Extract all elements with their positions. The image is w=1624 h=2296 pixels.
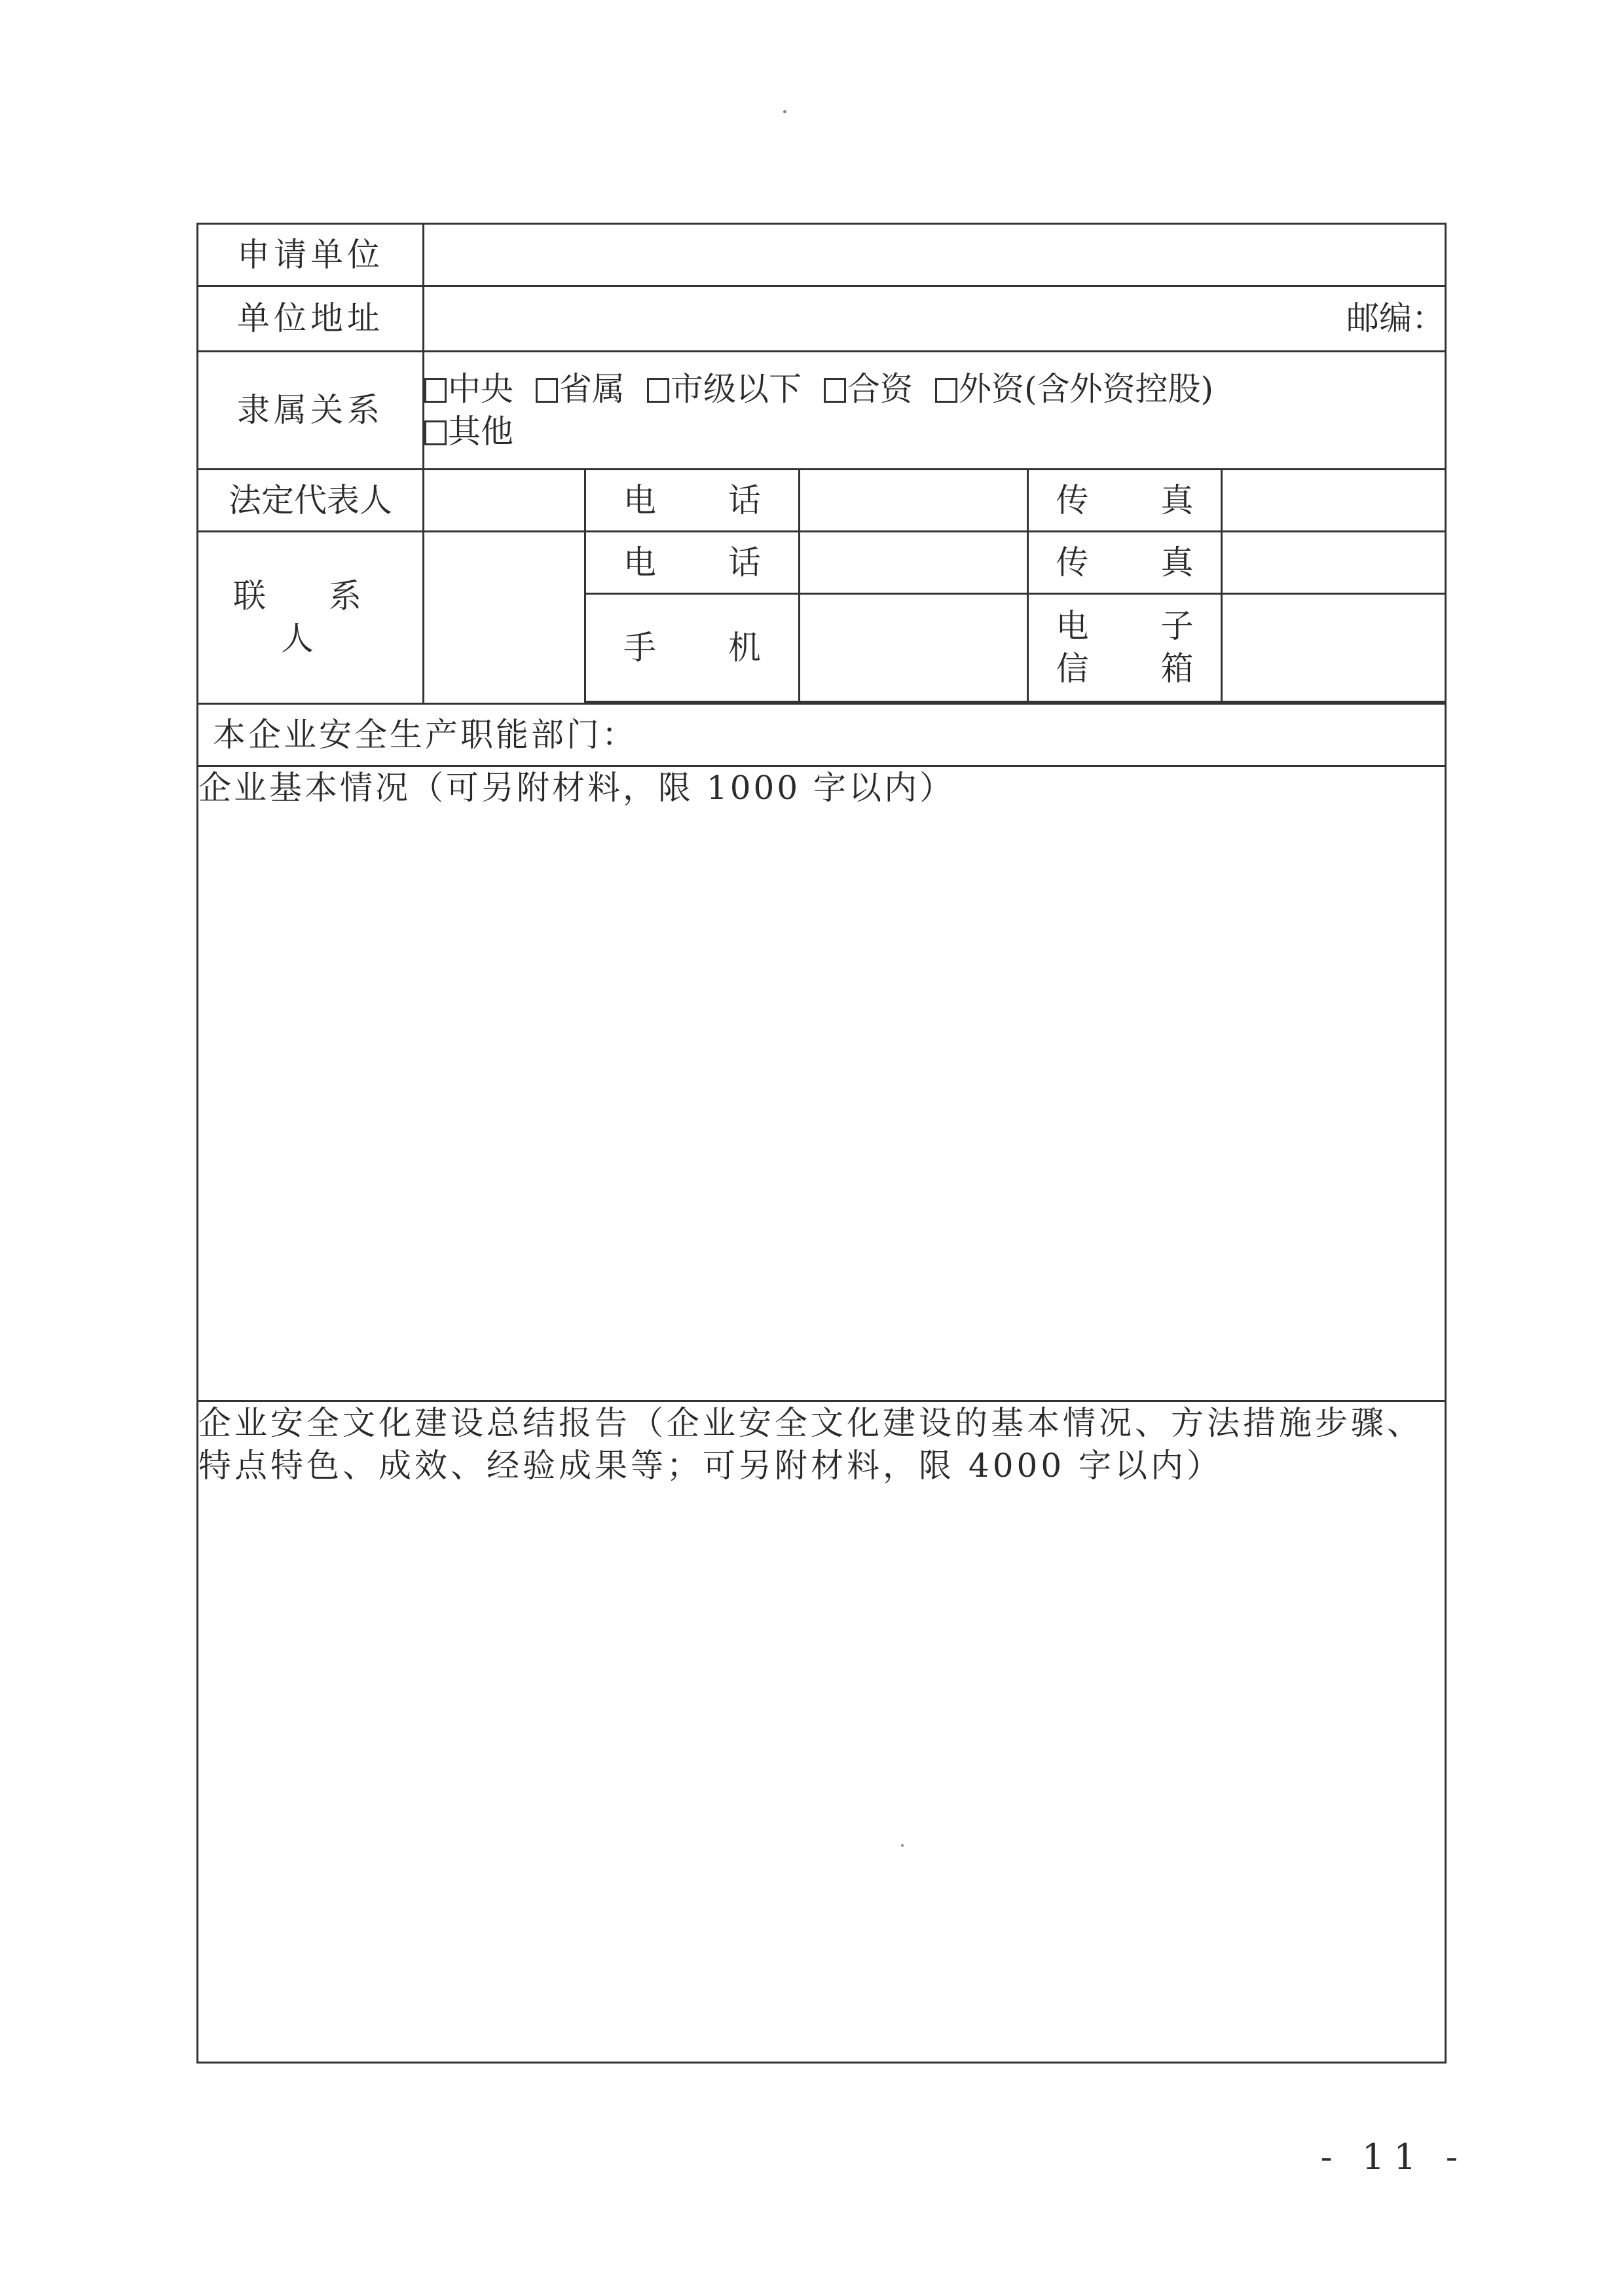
postal-code-label: 邮编： (1346, 299, 1445, 337)
row-basic-info (198, 766, 1446, 1401)
page-number: - 11 - (1320, 2136, 1467, 2177)
applicant-field[interactable] (424, 224, 1446, 286)
checkbox-icon[interactable] (424, 420, 447, 445)
legal-rep-field[interactable] (424, 470, 585, 532)
scan-speck (783, 110, 786, 113)
checkbox-icon[interactable] (935, 378, 957, 403)
address-label: 单位地址 (198, 286, 424, 352)
legal-rep-label: 法定代表人 (198, 470, 424, 532)
checkbox-icon[interactable] (424, 378, 447, 403)
mobile-label: 手 机 (585, 594, 800, 702)
contact-fax-label: 传 真 (1028, 532, 1222, 594)
row-summary (198, 1401, 1446, 2063)
contact-field[interactable] (424, 532, 585, 704)
row-contact-phone (198, 532, 1446, 594)
checkbox-icon[interactable] (824, 378, 846, 403)
option-central[interactable]: 中央 (424, 370, 513, 408)
row-legal-rep (198, 470, 1446, 532)
basic-info-field[interactable]: 企业基本情况（可另附材料，限 1000 字以内） (198, 766, 1446, 1401)
phone-label: 电 话 (585, 470, 800, 532)
mobile-field[interactable] (800, 594, 1028, 702)
contact-phone-field[interactable] (800, 532, 1028, 594)
row-applicant (198, 224, 1446, 286)
safety-dept-field[interactable]: 本企业安全生产职能部门： (198, 704, 1446, 766)
email-field[interactable] (1222, 594, 1446, 702)
option-municipal[interactable]: 市级以下 (647, 370, 802, 408)
affiliation-options (424, 352, 1446, 470)
row-affiliation (198, 352, 1446, 470)
option-other[interactable]: 其他 (424, 413, 513, 451)
option-provincial[interactable]: 省属 (536, 370, 625, 408)
email-label: 电 子 信 箱 (1028, 594, 1222, 702)
application-form-table (196, 223, 1447, 2064)
contact-phone-label: 电 话 (585, 532, 800, 594)
option-joint-venture[interactable]: 合资 (824, 370, 913, 408)
checkbox-icon[interactable] (536, 378, 558, 403)
option-foreign[interactable]: 外资(含外资控股) (935, 370, 1213, 408)
fax-field[interactable] (1222, 470, 1446, 532)
row-safety-dept (198, 704, 1446, 766)
address-field[interactable] (424, 286, 1446, 352)
fax-label: 传 真 (1028, 470, 1222, 532)
row-address (198, 286, 1446, 352)
summary-report-field[interactable]: 企业安全文化建设总结报告（企业安全文化建设的基本情况、方法措施步骤、特点特色、成效、经验成果等；可另附材料，限 4000 字以内） (198, 1401, 1446, 2063)
phone-field[interactable] (800, 470, 1028, 532)
applicant-label: 申请单位 (198, 224, 424, 286)
contact-label: 联 系 人 (198, 532, 424, 704)
contact-fax-field[interactable] (1222, 532, 1446, 594)
checkbox-icon[interactable] (647, 378, 669, 403)
affiliation-label: 隶属关系 (198, 352, 424, 470)
